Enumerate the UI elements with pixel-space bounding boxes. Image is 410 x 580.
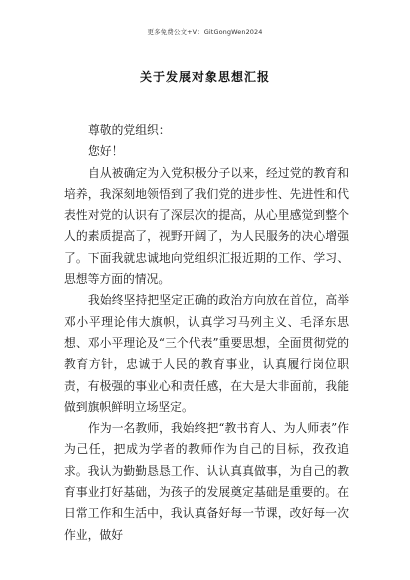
document-body (64, 120, 349, 546)
paragraph-3: 作为一名教师，我始终把“教书育人、为人师表”作为己任，把成为学者的教师作为自己的目标，孜孜追求。我认为勤勤恳恳工作、认认真真做事，为自己的教育事业打好基础，为孩子的发展奠定基础是重要的。在日常工作和生活中，我认真备好每一节课，改好每一次作业，做好 (64, 421, 349, 542)
greeting: 您好！ (88, 144, 124, 159)
header-note: 更多免费公文+V：GitGongWen2024 (147, 28, 263, 36)
salutation: 尊敬的党组织： (88, 123, 171, 137)
paragraph-2: 我始终坚持把坚定正确的政治方向放在首位，高举邓小平理论伟大旗帜，认真学习马列主义、毛泽东思想、邓小平理论及“三个代表”重要思想，全面贯彻党的教育方针，忠诚于人民的教育事业，认真履行岗位职责，有极强的事业心和责任感，在大是大非面前，我能做到旗帜鲜明立场坚定。 (64, 293, 349, 414)
document-title: 关于发展对象思想汇报 (139, 70, 270, 84)
paragraph-1: 自从被确定为入党积极分子以来，经过党的教育和培养，我深刻地领悟到了我们党的进步性、先进性和代表性对党的认识有了深层次的提高，从心里感觉到整个人的素质提高了，视野开阔了，为人民服务的决心增强了。下面我就忠诚地向党组织汇报近期的工作、学习、思想等方面的情况。 (64, 165, 349, 287)
